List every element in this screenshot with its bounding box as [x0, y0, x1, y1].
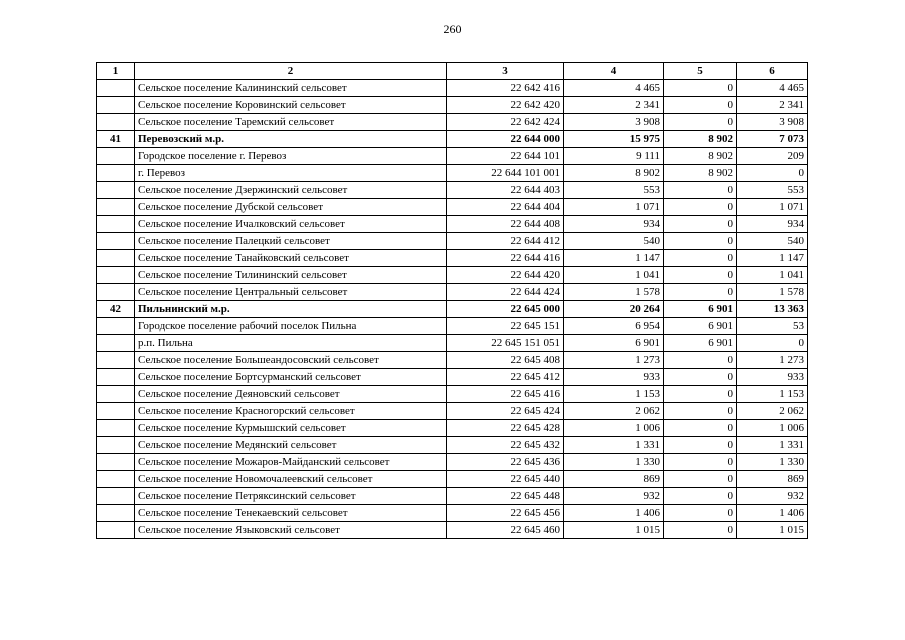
row-number: 41 [97, 131, 135, 148]
value-col-5: 0 [664, 488, 737, 505]
value-col-6: 1 041 [737, 267, 808, 284]
table-row [97, 386, 808, 403]
value-col-5: 0 [664, 420, 737, 437]
municipality-name: Сельское поселение Красногорский сельсовет [135, 403, 447, 420]
column-header: 5 [664, 63, 737, 80]
municipality-name: Сельское поселение Новомочалеевский сельсовет [135, 471, 447, 488]
row-number [97, 165, 135, 182]
municipality-name: Городское поселение г. Перевоз [135, 148, 447, 165]
value-col-4: 1 406 [564, 505, 664, 522]
value-col-4: 1 071 [564, 199, 664, 216]
value-col-5: 0 [664, 199, 737, 216]
value-col-6: 1 147 [737, 250, 808, 267]
value-col-5: 0 [664, 522, 737, 539]
municipality-name: Сельское поселение Дзержинский сельсовет [135, 182, 447, 199]
oktmo-code: 22 644 416 [447, 250, 564, 267]
oktmo-code: 22 645 456 [447, 505, 564, 522]
row-number [97, 488, 135, 505]
row-number: 42 [97, 301, 135, 318]
row-number [97, 505, 135, 522]
value-col-6: 1 330 [737, 454, 808, 471]
value-col-4: 2 341 [564, 97, 664, 114]
value-col-4: 4 465 [564, 80, 664, 97]
municipality-name: Сельское поселение Языковский сельсовет [135, 522, 447, 539]
column-header: 4 [564, 63, 664, 80]
value-col-4: 540 [564, 233, 664, 250]
row-number [97, 369, 135, 386]
municipality-name: Сельское поселение Курмышский сельсовет [135, 420, 447, 437]
value-col-5: 0 [664, 267, 737, 284]
row-number [97, 522, 135, 539]
table-row [97, 267, 808, 284]
column-header: 2 [135, 63, 447, 80]
row-number [97, 318, 135, 335]
table-row [97, 437, 808, 454]
municipality-name: Сельское поселение Калининский сельсовет [135, 80, 447, 97]
table-row [97, 488, 808, 505]
value-col-5: 0 [664, 97, 737, 114]
value-col-6: 53 [737, 318, 808, 335]
oktmo-code: 22 644 000 [447, 131, 564, 148]
value-col-5: 0 [664, 471, 737, 488]
value-col-6: 934 [737, 216, 808, 233]
oktmo-code: 22 645 432 [447, 437, 564, 454]
oktmo-code: 22 644 403 [447, 182, 564, 199]
municipality-name: Городское поселение рабочий поселок Пильна [135, 318, 447, 335]
oktmo-code: 22 644 412 [447, 233, 564, 250]
municipality-name: г. Перевоз [135, 165, 447, 182]
table-row [97, 131, 808, 148]
row-number [97, 199, 135, 216]
table-row [97, 318, 808, 335]
row-number [97, 471, 135, 488]
value-col-5: 8 902 [664, 165, 737, 182]
row-number [97, 216, 135, 233]
oktmo-code: 22 645 436 [447, 454, 564, 471]
oktmo-code: 22 644 404 [447, 199, 564, 216]
table-body [97, 80, 808, 539]
value-col-4: 869 [564, 471, 664, 488]
value-col-5: 0 [664, 437, 737, 454]
oktmo-code: 22 644 101 001 [447, 165, 564, 182]
value-col-5: 0 [664, 352, 737, 369]
oktmo-code: 22 644 424 [447, 284, 564, 301]
value-col-6: 7 073 [737, 131, 808, 148]
value-col-5: 6 901 [664, 318, 737, 335]
oktmo-code: 22 645 151 [447, 318, 564, 335]
value-col-4: 9 111 [564, 148, 664, 165]
municipality-name: р.п. Пильна [135, 335, 447, 352]
municipality-name: Сельское поселение Большеандосовский сельсовет [135, 352, 447, 369]
value-col-4: 1 331 [564, 437, 664, 454]
row-number [97, 284, 135, 301]
value-col-5: 0 [664, 284, 737, 301]
row-number [97, 352, 135, 369]
row-number [97, 182, 135, 199]
row-number [97, 437, 135, 454]
value-col-5: 8 902 [664, 131, 737, 148]
municipality-name: Сельское поселение Таремский сельсовет [135, 114, 447, 131]
value-col-4: 1 273 [564, 352, 664, 369]
table-row [97, 369, 808, 386]
value-col-4: 8 902 [564, 165, 664, 182]
row-number [97, 250, 135, 267]
value-col-6: 932 [737, 488, 808, 505]
header-row [97, 63, 808, 80]
table-row [97, 148, 808, 165]
table-row [97, 301, 808, 318]
oktmo-code: 22 645 412 [447, 369, 564, 386]
value-col-4: 1 330 [564, 454, 664, 471]
municipality-name: Сельское поселение Можаров-Майданский сельсовет [135, 454, 447, 471]
row-number [97, 335, 135, 352]
value-col-6: 0 [737, 335, 808, 352]
oktmo-code: 22 645 424 [447, 403, 564, 420]
row-number [97, 403, 135, 420]
value-col-6: 2 062 [737, 403, 808, 420]
municipality-name: Сельское поселение Медянский сельсовет [135, 437, 447, 454]
value-col-6: 1 071 [737, 199, 808, 216]
municipality-name: Сельское поселение Деяновский сельсовет [135, 386, 447, 403]
oktmo-code: 22 644 420 [447, 267, 564, 284]
value-col-6: 4 465 [737, 80, 808, 97]
table-row [97, 471, 808, 488]
column-header: 6 [737, 63, 808, 80]
municipality-name: Сельское поселение Палецкий сельсовет [135, 233, 447, 250]
table-row [97, 80, 808, 97]
value-col-5: 8 902 [664, 148, 737, 165]
table-row [97, 233, 808, 250]
table-row [97, 335, 808, 352]
value-col-6: 3 908 [737, 114, 808, 131]
row-number [97, 148, 135, 165]
value-col-6: 540 [737, 233, 808, 250]
row-number [97, 80, 135, 97]
value-col-4: 6 901 [564, 335, 664, 352]
value-col-6: 869 [737, 471, 808, 488]
table-row [97, 454, 808, 471]
value-col-4: 933 [564, 369, 664, 386]
table-row [97, 165, 808, 182]
municipality-name: Сельское поселение Центральный сельсовет [135, 284, 447, 301]
value-col-5: 0 [664, 386, 737, 403]
value-col-4: 1 578 [564, 284, 664, 301]
value-col-4: 934 [564, 216, 664, 233]
oktmo-code: 22 645 448 [447, 488, 564, 505]
municipality-name: Сельское поселение Дубской сельсовет [135, 199, 447, 216]
row-number [97, 386, 135, 403]
value-col-4: 6 954 [564, 318, 664, 335]
value-col-6: 1 006 [737, 420, 808, 437]
value-col-5: 0 [664, 454, 737, 471]
oktmo-code: 22 642 424 [447, 114, 564, 131]
value-col-5: 0 [664, 403, 737, 420]
oktmo-code: 22 642 420 [447, 97, 564, 114]
table-row [97, 216, 808, 233]
table-row [97, 182, 808, 199]
municipality-name: Сельское поселение Ичалковский сельсовет [135, 216, 447, 233]
oktmo-code: 22 645 416 [447, 386, 564, 403]
municipality-name: Сельское поселение Бортсурманский сельсовет [135, 369, 447, 386]
row-number [97, 454, 135, 471]
value-col-5: 0 [664, 233, 737, 250]
oktmo-code: 22 645 000 [447, 301, 564, 318]
oktmo-code: 22 645 408 [447, 352, 564, 369]
table-row [97, 505, 808, 522]
table-row [97, 420, 808, 437]
table-row [97, 403, 808, 420]
value-col-4: 1 006 [564, 420, 664, 437]
value-col-6: 1 578 [737, 284, 808, 301]
value-col-6: 1 273 [737, 352, 808, 369]
data-table [96, 62, 808, 539]
value-col-6: 13 363 [737, 301, 808, 318]
value-col-6: 1 331 [737, 437, 808, 454]
value-col-6: 0 [737, 165, 808, 182]
value-col-4: 2 062 [564, 403, 664, 420]
value-col-4: 15 975 [564, 131, 664, 148]
value-col-5: 0 [664, 216, 737, 233]
oktmo-code: 22 644 101 [447, 148, 564, 165]
row-number [97, 267, 135, 284]
value-col-4: 932 [564, 488, 664, 505]
value-col-5: 0 [664, 80, 737, 97]
municipality-name: Сельское поселение Тилининский сельсовет [135, 267, 447, 284]
row-number [97, 114, 135, 131]
table-row [97, 97, 808, 114]
value-col-4: 1 041 [564, 267, 664, 284]
column-header: 3 [447, 63, 564, 80]
table-row [97, 250, 808, 267]
table-row [97, 199, 808, 216]
oktmo-code: 22 644 408 [447, 216, 564, 233]
table-row [97, 352, 808, 369]
value-col-4: 1 147 [564, 250, 664, 267]
value-col-4: 1 015 [564, 522, 664, 539]
value-col-6: 1 153 [737, 386, 808, 403]
municipality-name: Сельское поселение Петряксинский сельсовет [135, 488, 447, 505]
row-number [97, 97, 135, 114]
table-row [97, 284, 808, 301]
value-col-6: 2 341 [737, 97, 808, 114]
municipality-name: Пильнинский м.р. [135, 301, 447, 318]
value-col-5: 6 901 [664, 335, 737, 352]
oktmo-code: 22 642 416 [447, 80, 564, 97]
value-col-6: 553 [737, 182, 808, 199]
value-col-6: 1 015 [737, 522, 808, 539]
value-col-4: 20 264 [564, 301, 664, 318]
municipality-name: Сельское поселение Танайковский сельсовет [135, 250, 447, 267]
value-col-5: 0 [664, 182, 737, 199]
value-col-6: 933 [737, 369, 808, 386]
value-col-4: 553 [564, 182, 664, 199]
value-col-5: 6 901 [664, 301, 737, 318]
value-col-5: 0 [664, 369, 737, 386]
value-col-4: 3 908 [564, 114, 664, 131]
oktmo-code: 22 645 151 051 [447, 335, 564, 352]
value-col-5: 0 [664, 114, 737, 131]
oktmo-code: 22 645 440 [447, 471, 564, 488]
value-col-4: 1 153 [564, 386, 664, 403]
value-col-6: 1 406 [737, 505, 808, 522]
value-col-6: 209 [737, 148, 808, 165]
oktmo-code: 22 645 460 [447, 522, 564, 539]
municipality-name: Сельское поселение Тенекаевский сельсовет [135, 505, 447, 522]
value-col-5: 0 [664, 505, 737, 522]
page-number: 260 [443, 22, 462, 36]
row-number [97, 233, 135, 250]
table-row [97, 114, 808, 131]
table-row [97, 522, 808, 539]
column-header: 1 [97, 63, 135, 80]
municipality-name: Сельское поселение Коровинский сельсовет [135, 97, 447, 114]
row-number [97, 420, 135, 437]
municipality-name: Перевозский м.р. [135, 131, 447, 148]
oktmo-code: 22 645 428 [447, 420, 564, 437]
value-col-5: 0 [664, 250, 737, 267]
